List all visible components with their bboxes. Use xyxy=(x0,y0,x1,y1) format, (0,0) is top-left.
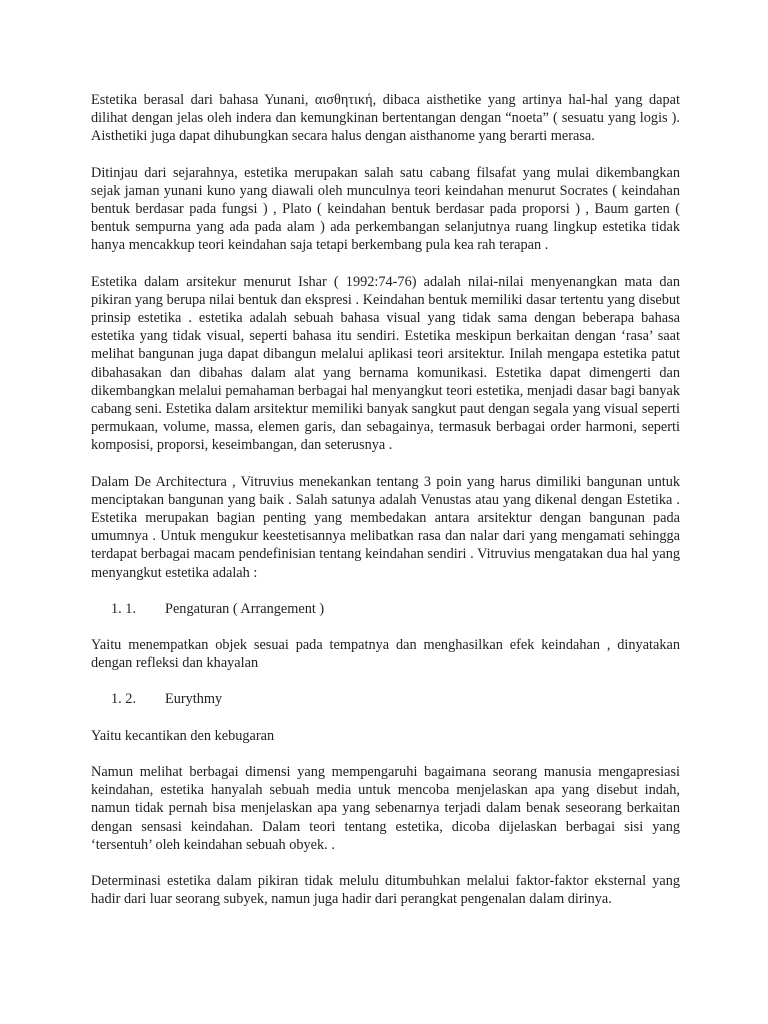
list-item-eurythmy xyxy=(91,690,680,708)
document-page xyxy=(91,91,680,926)
paragraph-vitruvius: Dalam De Architectura , Vitruvius menekankan tentang 3 poin yang harus dimiliki bangunan untuk menciptakan bangunan yang baik . Salah satunya adalah Venustas atau yang dikenal dengan Estetika . Estetika merupakan bagian penting yang membedakan antara arsitektur dengan bangunan pada umumnya . Untuk mengukur keestetisannya melibatkan rasa dan nalar dari yang mengamati sehingga terdapat berbagai macam pendefinisian tentang keindahan sendiri . Vitruvius mengatakan dua hal yang menyangkut estetika adalah : xyxy=(91,473,680,581)
list-number: 1. 1. xyxy=(111,600,137,617)
paragraph-arrangement-desc: Yaitu menempatkan objek sesuai pada tempatnya dan menghasilkan efek keindahan , dinyatakan dengan refleksi dan khayalan xyxy=(91,637,680,672)
paragraph-determination: Determinasi estetika dalam pikiran tidak melulu ditumbuhkan melalui faktor-faktor eksternal yang hadir dari luar seorang subyek, namun juga hadir dari perangkat pengenalan dalam dirinya. xyxy=(91,872,680,908)
list-number: 1. 2. xyxy=(111,691,137,708)
paragraph-etymology: Estetika berasal dari bahasa Yunani, αισθητική, dibaca aisthetike yang artinya hal-hal yang dapat dilihat dengan jelas oleh indera dan kemungkinan bertentangan dengan “noeta” ( sesuatu yang logis ). Aisthetiki juga dapat dihubungkan secara halus dengan aisthanome yang berarti merasa. xyxy=(91,92,680,145)
paragraph-eurythmy-desc: Yaitu kecantikan den kebugaran xyxy=(91,727,275,744)
paragraph-architecture-aesthetics: Estetika dalam arsitekur menurut Ishar ( 1992:74-76) adalah nilai-nilai menyenangkan mata dan pikiran yang berupa nilai bentuk dan ekspresi . Keindahan bentuk memiliki dasar tertentu yang disebut prinsip estetika . estetika adalah sebuah bahasa visual yang tidak sama dengan beberapa bahasa estetika yang tidak visual, seperti bahasa itu sendiri. Estetika meskipun berkaitan dengan ‘rasa’ saat melihat bangunan juga dapat dibangun melalui aplikasi teori arsitektur. Inilah mengapa estetika patut dibahasakan dan dibahas dalam alat yang bernama komunikasi. Estetika dapat dimengerti dan dikembangkan melalui pemahaman berbagai hal menyangkut teori estetika, menjadi dasar bagi banyak cabang seni. Estetika dalam arsitektur memiliki banyak sangkut paut dengan segala yang visual seperti permukaan, volume, massa, elemen garis, dan sebagainya, termasuk berbagai order harmoni, seperti komposisi, proporsi, keseimbangan, dan seterusnya . xyxy=(91,273,680,454)
list-item-arrangement xyxy=(91,600,680,618)
list-label: Eurythmy xyxy=(165,691,223,708)
list-label: Pengaturan ( Arrangement ) xyxy=(165,600,325,617)
paragraph-dimensions: Namun melihat berbagai dimensi yang mempengaruhi bagaimana seorang manusia mengapresiasi keindahan, estetika hanyalah sebuah media untuk mencoba menjelaskan apa yang disebut indah, namun tidak pernah bisa menjelaskan apa yang sebenarnya terjadi dalam benak seseorang berkaitan dengan sensasi keindahan. Dalam teori tentang estetika, dicoba dijelaskan berbagai sisi yang ‘tersentuh’ oleh keindahan sebuah obyek. . xyxy=(91,763,680,853)
paragraph-history: Ditinjau dari sejarahnya, estetika merupakan salah satu cabang filsafat yang mulai dikembangkan sejak jaman yunani kuno yang diawali oleh munculnya teori keindahan menurut Socrates ( keindahan bentuk berdasar pada fungsi ) , Plato ( keindahan bentuk berdasar pada proporsi ) , Baum garten ( bentuk sempurna yang ada pada alam ) ada perkembangan selanjutnya ruang lingkup estetika tidak hanya mencakkup teori keindahan saja tetapi berkembang pula kea rah terapan . xyxy=(91,164,680,254)
